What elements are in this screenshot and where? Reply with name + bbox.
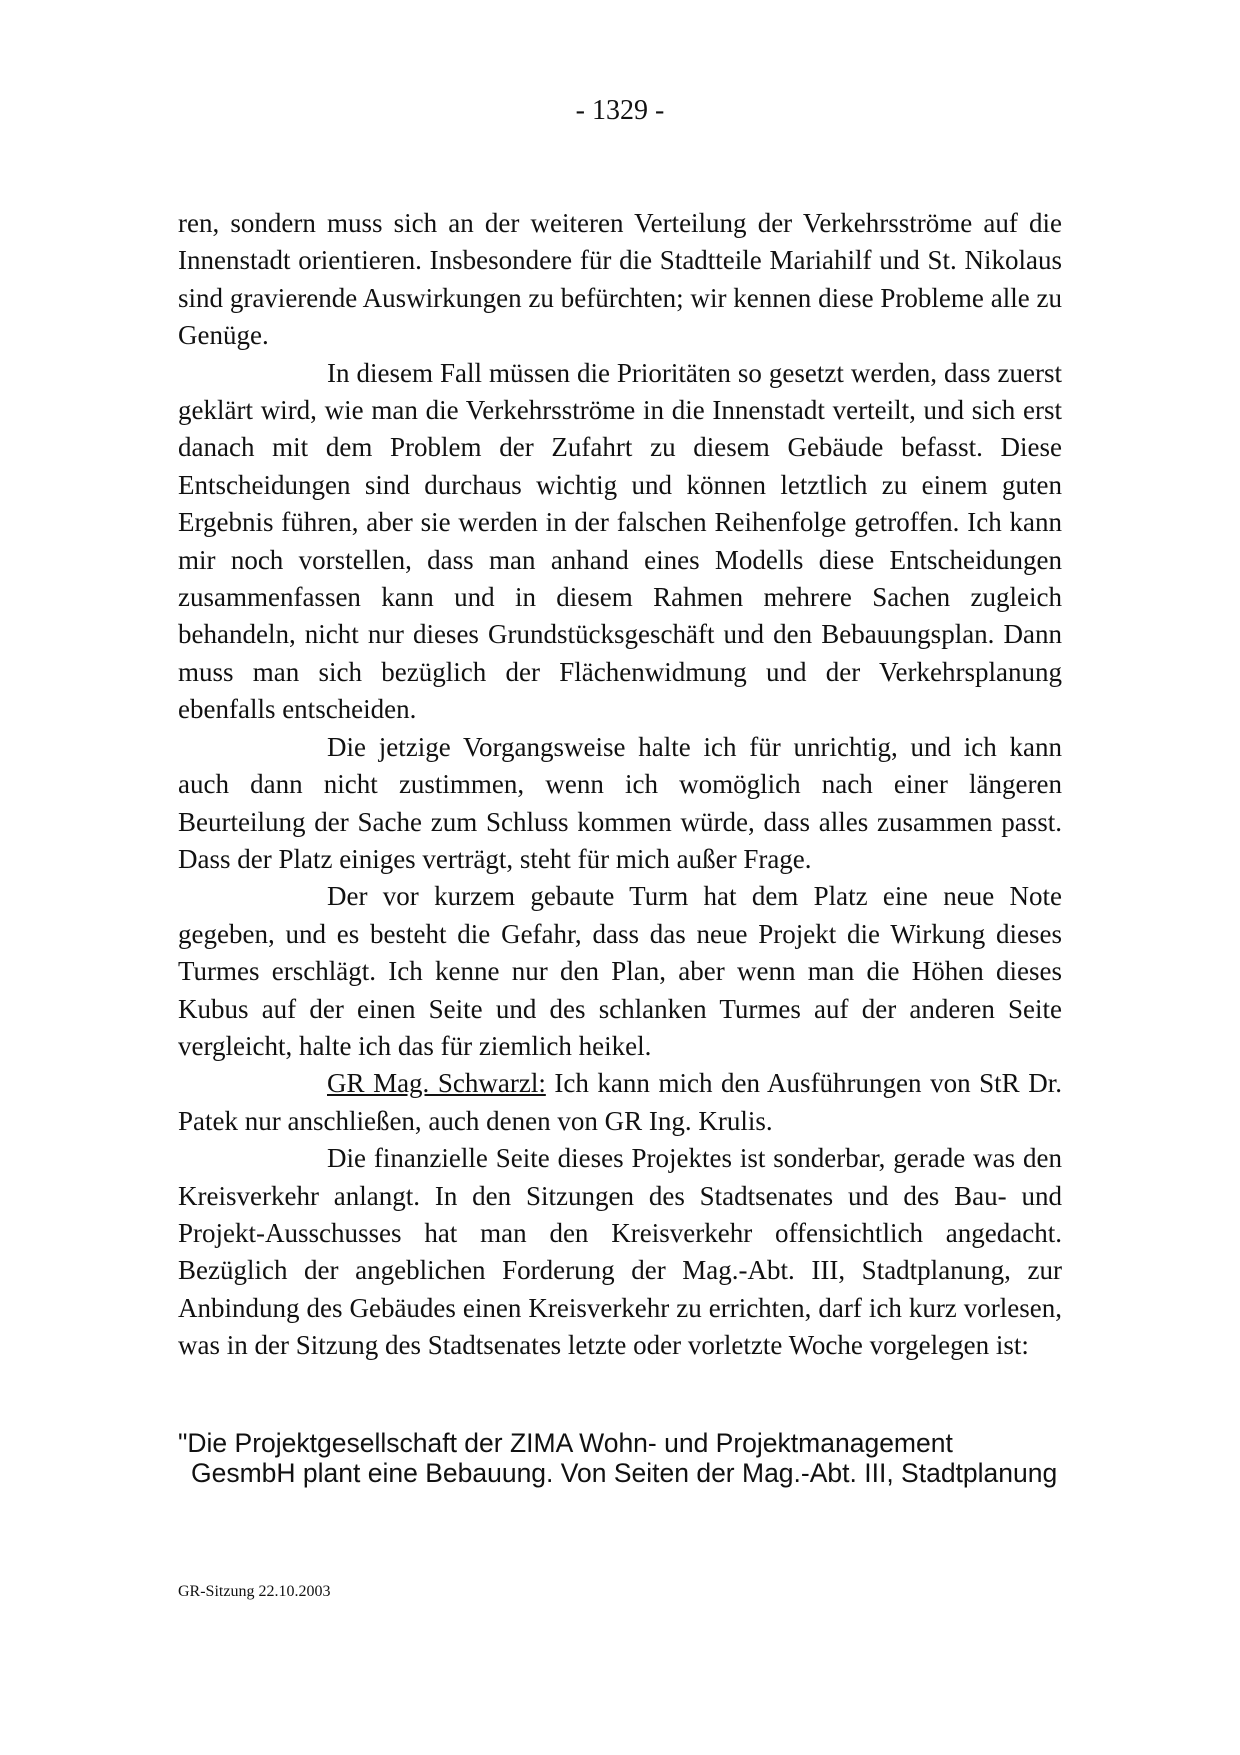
quote-line-1: "Die Projektgesellschaft der ZIMA Wohn- und Projektmanagement [178,1428,953,1458]
paragraph-5 [178,1065,1062,1140]
document-body [178,205,1062,1365]
paragraph-4: Der vor kurzem gebaute Turm hat dem Platz eine neue Note gegeben, und es besteht die Gefahr, dass das neue Projekt die Wirkung dieses Turmes erschlägt. Ich kenne nur den Plan, aber wenn man die Höhen dieses Kubus auf der einen Seite und des schlanken Turmes auf der anderen Seite vergleicht, halte ich das für ziemlich heikel. [178,881,1062,1061]
paragraph-6: Die finanzielle Seite dieses Projektes ist sonderbar, gerade was den Kreisverkehr anlangt. In den Sitzungen des Stadtsenates und des Bau- und Projekt-Ausschusses hat man den Kreisverkehr offensichtlich angedacht. Bezüglich der angeblichen Forderung der Mag.-Abt. III, Stadtplanung, zur Anbindung des Gebäudes einen Kreisverkehr zu errichten, darf ich kurz vorlesen, was in der Sitzung des Stadtsenates letzte oder vorletzte Woche vorgelegen ist: [178,1143,1062,1361]
page-number: - 1329 - [575,95,665,126]
page-footer: GR-Sitzung 22.10.2003 [178,1583,331,1600]
paragraph-5-text: Ich kann mich den Ausführungen von StR Dr. Patek nur anschließen, auch denen von GR Ing. Krulis. [178,1068,1062,1136]
quote-line-2: GesmbH plant eine Bebauung. Von Seiten der Mag.-Abt. III, Stadtplanung [191,1458,1058,1488]
paragraph-3: Die jetzige Vorgangsweise halte ich für unrichtig, und ich kann auch dann nicht zustimmen, wenn ich womöglich nach einer längeren Beurteilung der Sache zum Schluss kommen würde, dass alles zusammen passt. Dass der Platz einiges verträgt, steht für mich außer Frage. [178,731,1062,874]
speaker-name: GR Mag. Schwarzl: [327,1068,546,1099]
paragraph-2: In diesem Fall müssen die Prioritäten so gesetzt werden, dass zuerst geklärt wird, wie man die Verkehrsströme in die Innenstadt verteilt, und sich erst danach mit dem Problem der Zufahrt zu diesem Gebäude befasst. Diese Entscheidungen sind durchaus wichtig und können letztlich zu einem guten Ergebnis führen, aber sie werden in der falschen Reihenfolge getroffen. Ich kann mir noch vorstellen, dass man anhand eines Modells diese Entscheidungen zusammenfassen kann und in diesem Rahmen mehrere Sachen zugleich behandeln, nicht nur dieses Grundstücksgeschäft und den Bebauungsplan. Dann muss man sich bezüglich der Flächenwidmung und der Verkehrsplanung ebenfalls entscheiden. [178,357,1062,725]
quoted-passage [178,1428,1078,1488]
paragraph-1: ren, sondern muss sich an der weiteren Verteilung der Verkehrsströme auf die Innenstadt orientieren. Insbesondere für die Stadtteile Mariahilf und St. Nikolaus sind gravierende Auswirkungen zu befürchten; wir kennen diese Probleme alle zu Genüge. [178,208,1062,351]
